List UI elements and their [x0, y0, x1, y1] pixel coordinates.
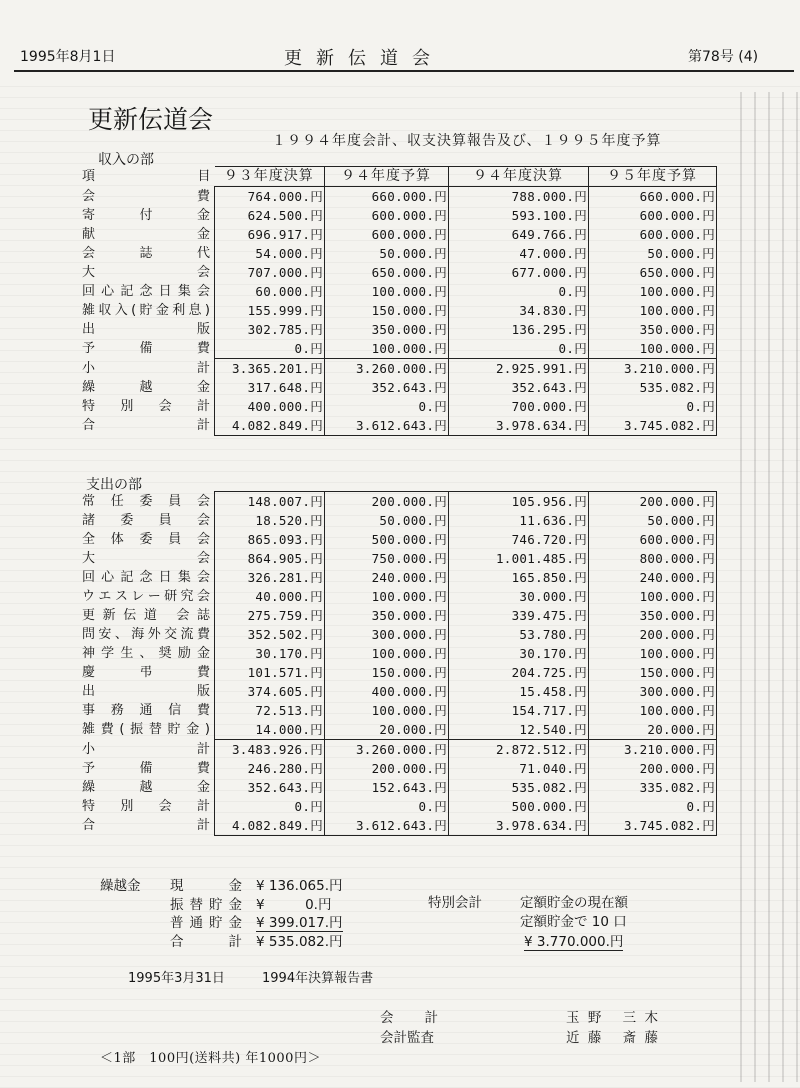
expense-row [82, 549, 717, 568]
amount-cell: 3.745.082.円 [589, 816, 717, 836]
amount-cell: 40.000.円 [215, 587, 325, 606]
amount-cell: 3.365.201.円 [215, 359, 325, 379]
amount-cell: 105.956.円 [449, 492, 589, 512]
amount-cell: 154.717.円 [449, 701, 589, 720]
signature-role: 会計監査 [380, 1030, 434, 1046]
row-label: 繰越金 [82, 780, 210, 795]
amount-cell: 764.000.円 [215, 187, 325, 207]
amount-cell: 100.000.円 [589, 644, 717, 663]
amount-cell: 593.100.円 [449, 206, 589, 225]
bleed-through-margin [740, 92, 800, 1082]
amount-cell: 3.260.000.円 [325, 359, 449, 379]
row-label: 合計 [82, 818, 210, 834]
amount-cell: 3.978.634.円 [449, 416, 589, 436]
signature-name: 近藤 斎藤 [566, 1030, 658, 1046]
income-row [82, 397, 717, 416]
row-label: 献金 [82, 227, 210, 242]
amount-cell: 865.093.円 [215, 530, 325, 549]
amount-cell: 677.000.円 [449, 263, 589, 282]
amount-cell: 15.458.円 [449, 682, 589, 701]
row-label: 神学生、奨励金 [82, 646, 210, 661]
row-label: 常任委員会 [82, 493, 210, 509]
fixed-deposit-title: 定額貯金の現在額 [520, 895, 628, 911]
amount-cell: 350.000.円 [589, 606, 717, 625]
amount-cell: 14.000.円 [215, 720, 325, 740]
amount-cell: 246.280.円 [215, 759, 325, 778]
amount-cell: 12.540.円 [449, 720, 589, 740]
document-subtitle: １９９４年度会計、収支決算報告及び、１９９５年度予算 [272, 133, 662, 149]
amount-cell: 300.000.円 [589, 682, 717, 701]
expense-row [82, 511, 717, 530]
amount-cell: 200.000.円 [325, 492, 449, 512]
row-label: 慶弔費 [82, 665, 210, 680]
signature-role: 会計 [380, 1010, 438, 1026]
expense-row [82, 759, 717, 778]
balance-item-amount: ¥ 399.017.円 [256, 911, 343, 932]
amount-cell: 30.000.円 [449, 587, 589, 606]
amount-cell: 374.605.円 [215, 682, 325, 701]
amount-cell: 0.円 [325, 797, 449, 816]
special-account-label: 特別会計 [428, 895, 482, 911]
row-label: 雑収入(貯金利息) [82, 303, 210, 318]
expense-row [82, 816, 717, 836]
amount-cell: 200.000.円 [589, 625, 717, 644]
amount-cell: 50.000.円 [589, 244, 717, 263]
amount-cell: 3.978.634.円 [449, 816, 589, 836]
amount-cell: 34.830.円 [449, 301, 589, 320]
column-header: ９４年度予算 [325, 167, 449, 187]
amount-cell: 650.000.円 [589, 263, 717, 282]
subscription-price: ＜1部 100円(送料共) 年1000円＞ [100, 1051, 321, 1066]
income-row [82, 301, 717, 320]
amount-cell: 400.000.円 [325, 682, 449, 701]
amount-cell: 30.170.円 [449, 644, 589, 663]
amount-cell: 2.872.512.円 [449, 740, 589, 760]
row-label: 出版 [82, 684, 210, 699]
amount-cell: 600.000.円 [325, 206, 449, 225]
amount-cell: 101.571.円 [215, 663, 325, 682]
amount-cell: 3.612.643.円 [325, 816, 449, 836]
amount-cell: 150.000.円 [589, 663, 717, 682]
amount-cell: 317.648.円 [215, 378, 325, 397]
amount-cell: 100.000.円 [325, 644, 449, 663]
amount-cell: 326.281.円 [215, 568, 325, 587]
income-table [82, 166, 717, 436]
balance-item-amount: ¥ 535.082.円 [256, 934, 343, 950]
amount-cell: 707.000.円 [215, 263, 325, 282]
amount-cell: 11.636.円 [449, 511, 589, 530]
amount-cell: 100.000.円 [325, 701, 449, 720]
expense-row [82, 740, 717, 760]
row-label: 小計 [82, 741, 210, 757]
amount-cell: 136.295.円 [449, 320, 589, 339]
row-label: 会費 [82, 188, 210, 204]
amount-cell: 300.000.円 [325, 625, 449, 644]
amount-cell: 600.000.円 [589, 225, 717, 244]
expense-row [82, 625, 717, 644]
row-label: ウエスレー研究会 [82, 589, 210, 604]
amount-cell: 100.000.円 [589, 282, 717, 301]
amount-cell: 0.円 [589, 397, 717, 416]
amount-cell: 100.000.円 [589, 701, 717, 720]
amount-cell: 352.643.円 [325, 378, 449, 397]
header-issue-number: 第78号 (4) [688, 49, 759, 65]
amount-cell: 240.000.円 [325, 568, 449, 587]
amount-cell: 100.000.円 [589, 339, 717, 359]
income-row [82, 244, 717, 263]
amount-cell: 53.780.円 [449, 625, 589, 644]
row-label: 諸委員会 [82, 513, 210, 528]
amount-cell: 0.円 [449, 282, 589, 301]
amount-cell: 200.000.円 [589, 759, 717, 778]
row-label: 雑費(振替貯金) [82, 722, 210, 738]
amount-cell: 20.000.円 [589, 720, 717, 740]
amount-cell: 335.082.円 [589, 778, 717, 797]
amount-cell: 47.000.円 [449, 244, 589, 263]
row-label: 大会 [82, 551, 210, 566]
row-label: 更新伝道 会誌 [82, 608, 210, 623]
header-newsletter-name: 更新伝道会 [284, 48, 444, 69]
header-rule [14, 70, 794, 72]
amount-cell: 500.000.円 [449, 797, 589, 816]
expense-row [82, 530, 717, 549]
row-label: 回心記念日集会 [82, 284, 210, 299]
amount-cell: 650.000.円 [325, 263, 449, 282]
amount-cell: 148.007.円 [215, 492, 325, 512]
row-label: 会誌代 [82, 246, 210, 261]
amount-cell: 864.905.円 [215, 549, 325, 568]
balance-item-name: 普通貯金 [170, 915, 242, 931]
expense-row [82, 644, 717, 663]
amount-cell: 624.500.円 [215, 206, 325, 225]
income-header-row [82, 167, 717, 187]
expense-row [82, 701, 717, 720]
amount-cell: 54.000.円 [215, 244, 325, 263]
amount-cell: 700.000.円 [449, 397, 589, 416]
income-row [82, 416, 717, 436]
row-label: 回心記念日集会 [82, 570, 210, 585]
expense-row [82, 492, 717, 512]
expense-table [82, 491, 717, 836]
expense-row [82, 663, 717, 682]
fixed-deposit-count: 定額貯金で 10 口 [520, 914, 627, 930]
row-label: 全体委員会 [82, 532, 210, 547]
report-title: 1994年決算報告書 [262, 971, 374, 986]
row-label: 出版 [82, 322, 210, 337]
amount-cell: 1.001.485.円 [449, 549, 589, 568]
amount-cell: 0.円 [589, 797, 717, 816]
amount-cell: 535.082.円 [449, 778, 589, 797]
income-row [82, 359, 717, 379]
balance-item-name: 現金 [170, 878, 242, 894]
row-label: 予備費 [82, 761, 210, 776]
fixed-deposit-amount: ¥ 3.770.000.円 [524, 930, 623, 951]
amount-cell: 0.円 [325, 397, 449, 416]
income-row [82, 225, 717, 244]
amount-cell: 200.000.円 [325, 759, 449, 778]
amount-cell: 3.612.643.円 [325, 416, 449, 436]
row-label: 特別会計 [82, 399, 210, 414]
header-date: 1995年8月1日 [20, 49, 116, 65]
income-section-label: 収入の部 [98, 152, 154, 168]
amount-cell: 100.000.円 [325, 282, 449, 301]
amount-cell: 500.000.円 [325, 530, 449, 549]
amount-cell: 400.000.円 [215, 397, 325, 416]
amount-cell: 339.475.円 [449, 606, 589, 625]
row-label: 特別会計 [82, 799, 210, 814]
amount-cell: 600.000.円 [325, 225, 449, 244]
income-row [82, 282, 717, 301]
amount-cell: 150.000.円 [325, 301, 449, 320]
income-row [82, 263, 717, 282]
amount-cell: 352.502.円 [215, 625, 325, 644]
amount-cell: 350.000.円 [325, 320, 449, 339]
amount-cell: 0.円 [215, 339, 325, 359]
amount-cell: 200.000.円 [589, 492, 717, 512]
amount-cell: 660.000.円 [589, 187, 717, 207]
balance-item-amount: ¥ 0.円 [256, 897, 332, 913]
amount-cell: 165.850.円 [449, 568, 589, 587]
expense-section-label: 支出の部 [86, 477, 142, 493]
column-header: ９３年度決算 [215, 167, 325, 187]
report-date: 1995年3月31日 [128, 971, 225, 986]
amount-cell: 3.210.000.円 [589, 740, 717, 760]
amount-cell: 750.000.円 [325, 549, 449, 568]
amount-cell: 30.170.円 [215, 644, 325, 663]
balance-item-name: 合計 [170, 934, 242, 950]
amount-cell: 600.000.円 [589, 530, 717, 549]
column-header: ９５年度予算 [589, 167, 717, 187]
expense-row [82, 587, 717, 606]
amount-cell: 3.483.926.円 [215, 740, 325, 760]
amount-cell: 100.000.円 [325, 587, 449, 606]
amount-cell: 2.925.991.円 [449, 359, 589, 379]
expense-row [82, 797, 717, 816]
item-column-header: 項目 [82, 169, 211, 184]
amount-cell: 100.000.円 [589, 301, 717, 320]
amount-cell: 50.000.円 [589, 511, 717, 530]
amount-cell: 3.260.000.円 [325, 740, 449, 760]
expense-rows [82, 492, 717, 836]
document-title: 更新伝道会 [88, 105, 214, 134]
amount-cell: 350.000.円 [589, 320, 717, 339]
amount-cell: 100.000.円 [325, 339, 449, 359]
amount-cell: 155.999.円 [215, 301, 325, 320]
row-label: 繰越金 [82, 380, 210, 395]
expense-row [82, 606, 717, 625]
row-label: 合計 [82, 418, 210, 434]
amount-cell: 660.000.円 [325, 187, 449, 207]
amount-cell: 20.000.円 [325, 720, 449, 740]
amount-cell: 4.082.849.円 [215, 816, 325, 836]
amount-cell: 60.000.円 [215, 282, 325, 301]
income-row [82, 187, 717, 207]
income-rows [82, 187, 717, 436]
amount-cell: 152.643.円 [325, 778, 449, 797]
row-label: 事務通信費 [82, 703, 210, 718]
amount-cell: 50.000.円 [325, 244, 449, 263]
amount-cell: 204.725.円 [449, 663, 589, 682]
amount-cell: 150.000.円 [325, 663, 449, 682]
expense-row [82, 682, 717, 701]
amount-cell: 0.円 [215, 797, 325, 816]
amount-cell: 0.円 [449, 339, 589, 359]
amount-cell: 535.082.円 [589, 378, 717, 397]
income-row [82, 206, 717, 225]
balance-item-name: 振替貯金 [170, 897, 242, 913]
amount-cell: 352.643.円 [449, 378, 589, 397]
amount-cell: 50.000.円 [325, 511, 449, 530]
amount-cell: 3.745.082.円 [589, 416, 717, 436]
income-row [82, 339, 717, 359]
amount-cell: 352.643.円 [215, 778, 325, 797]
amount-cell: 100.000.円 [589, 587, 717, 606]
amount-cell: 72.513.円 [215, 701, 325, 720]
expense-row [82, 720, 717, 740]
amount-cell: 600.000.円 [589, 206, 717, 225]
column-header: ９４年度決算 [449, 167, 589, 187]
amount-cell: 71.040.円 [449, 759, 589, 778]
amount-cell: 240.000.円 [589, 568, 717, 587]
expense-row [82, 568, 717, 587]
amount-cell: 649.766.円 [449, 225, 589, 244]
balance-item-amount: ¥ 136.065.円 [256, 878, 343, 894]
amount-cell: 275.759.円 [215, 606, 325, 625]
income-row [82, 320, 717, 339]
signature-name: 玉野 三木 [566, 1010, 658, 1026]
row-label: 問安、海外交流費 [82, 627, 210, 642]
income-row [82, 378, 717, 397]
expense-row [82, 778, 717, 797]
amount-cell: 800.000.円 [589, 549, 717, 568]
row-label: 予備費 [82, 341, 210, 357]
amount-cell: 3.210.000.円 [589, 359, 717, 379]
carryover-label: 繰越金 [100, 878, 141, 894]
amount-cell: 746.720.円 [449, 530, 589, 549]
amount-cell: 696.917.円 [215, 225, 325, 244]
amount-cell: 18.520.円 [215, 511, 325, 530]
amount-cell: 788.000.円 [449, 187, 589, 207]
row-label: 寄付金 [82, 208, 210, 223]
row-label: 大会 [82, 265, 210, 280]
amount-cell: 350.000.円 [325, 606, 449, 625]
amount-cell: 4.082.849.円 [215, 416, 325, 436]
row-label: 小計 [82, 360, 210, 376]
amount-cell: 302.785.円 [215, 320, 325, 339]
